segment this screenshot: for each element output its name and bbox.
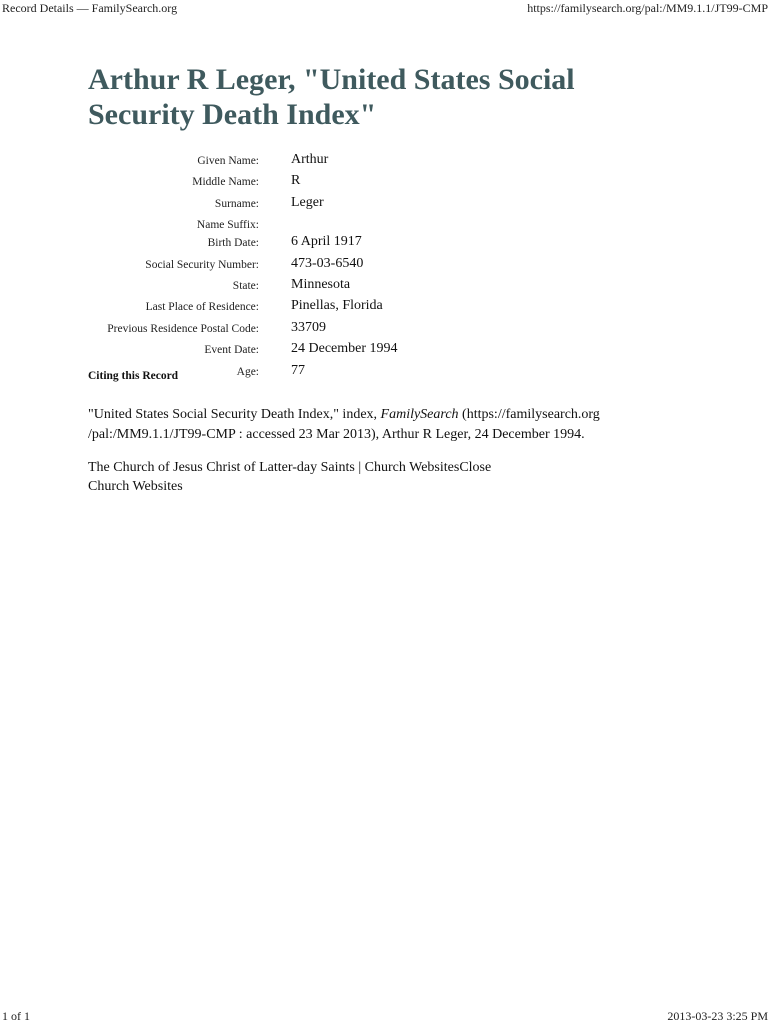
name-suffix-value xyxy=(259,216,398,234)
field-row-given-name xyxy=(88,152,398,173)
given-name-label: Given Name: xyxy=(197,155,259,167)
field-row-state xyxy=(88,277,398,298)
close-link[interactable]: Close xyxy=(459,460,492,475)
postal-code-value: 33709 xyxy=(291,319,326,335)
church-websites-link-2[interactable]: Church Websites xyxy=(88,479,183,494)
age-label: Age: xyxy=(236,365,259,378)
church-link[interactable]: The Church of Jesus Christ of Latter-day Saints xyxy=(88,460,355,475)
field-row-postal-code xyxy=(88,320,398,341)
middle-name-label: Middle Name: xyxy=(192,176,259,189)
age-value: 77 xyxy=(291,362,305,378)
field-row-name-suffix xyxy=(88,216,398,234)
state-label: State: xyxy=(232,279,259,292)
field-row-birth-date xyxy=(88,234,398,255)
citation-site-name: FamilySearch xyxy=(380,407,459,422)
middle-name-value: R xyxy=(291,173,301,189)
given-name-value: Arthur xyxy=(291,152,329,167)
citation-text-after: (https://familysearch.org /pal:/MM9.1.1/JT99-CMP : accessed 23 Mar 2013), Arthur R Leger, 24 December 1994. xyxy=(88,407,600,442)
print-header-url: https://familysearch.org/pal:/MM9.1.1/JT99-CMP xyxy=(527,1,768,15)
field-row-last-residence xyxy=(88,298,398,319)
print-footer-datetime: 2013-03-23 3:25 PM xyxy=(667,1009,768,1023)
ssn-label: Social Security Number: xyxy=(145,258,259,271)
footer-links xyxy=(88,458,608,496)
field-row-surname xyxy=(88,195,398,216)
event-date-value: 24 December 1994 xyxy=(291,341,398,357)
citation-text xyxy=(88,405,688,445)
field-row-middle-name xyxy=(88,173,398,194)
print-footer-page: 1 of 1 xyxy=(2,1009,30,1023)
citation-text-before: "United States Social Security Death Index," index, xyxy=(88,407,381,422)
page-title: Arthur R Leger, "United States Social Security Death Index" xyxy=(88,63,575,131)
name-suffix-label: Name Suffix: xyxy=(196,219,259,232)
surname-label: Surname: xyxy=(214,197,259,210)
church-websites-link[interactable]: Church Websites xyxy=(364,460,460,475)
record-details-table xyxy=(88,152,398,384)
footer-separator: | xyxy=(354,460,365,475)
field-row-event-date xyxy=(88,341,398,362)
state-value: Minnesota xyxy=(291,276,351,292)
last-residence-label: Last Place of Residence: xyxy=(145,301,259,314)
print-header-title: Record Details — FamilySearch.org xyxy=(2,1,178,15)
citing-heading: Citing this Record xyxy=(88,370,179,382)
last-residence-value: Pinellas, Florida xyxy=(291,298,383,314)
surname-value: Leger xyxy=(291,194,324,210)
event-date-label: Event Date: xyxy=(204,344,259,357)
field-row-ssn xyxy=(88,256,398,277)
postal-code-label: Previous Residence Postal Code: xyxy=(107,322,259,335)
birth-date-label: Birth Date: xyxy=(207,237,259,250)
ssn-value: 473-03-6540 xyxy=(291,255,364,271)
birth-date-value: 6 April 1917 xyxy=(291,234,362,250)
